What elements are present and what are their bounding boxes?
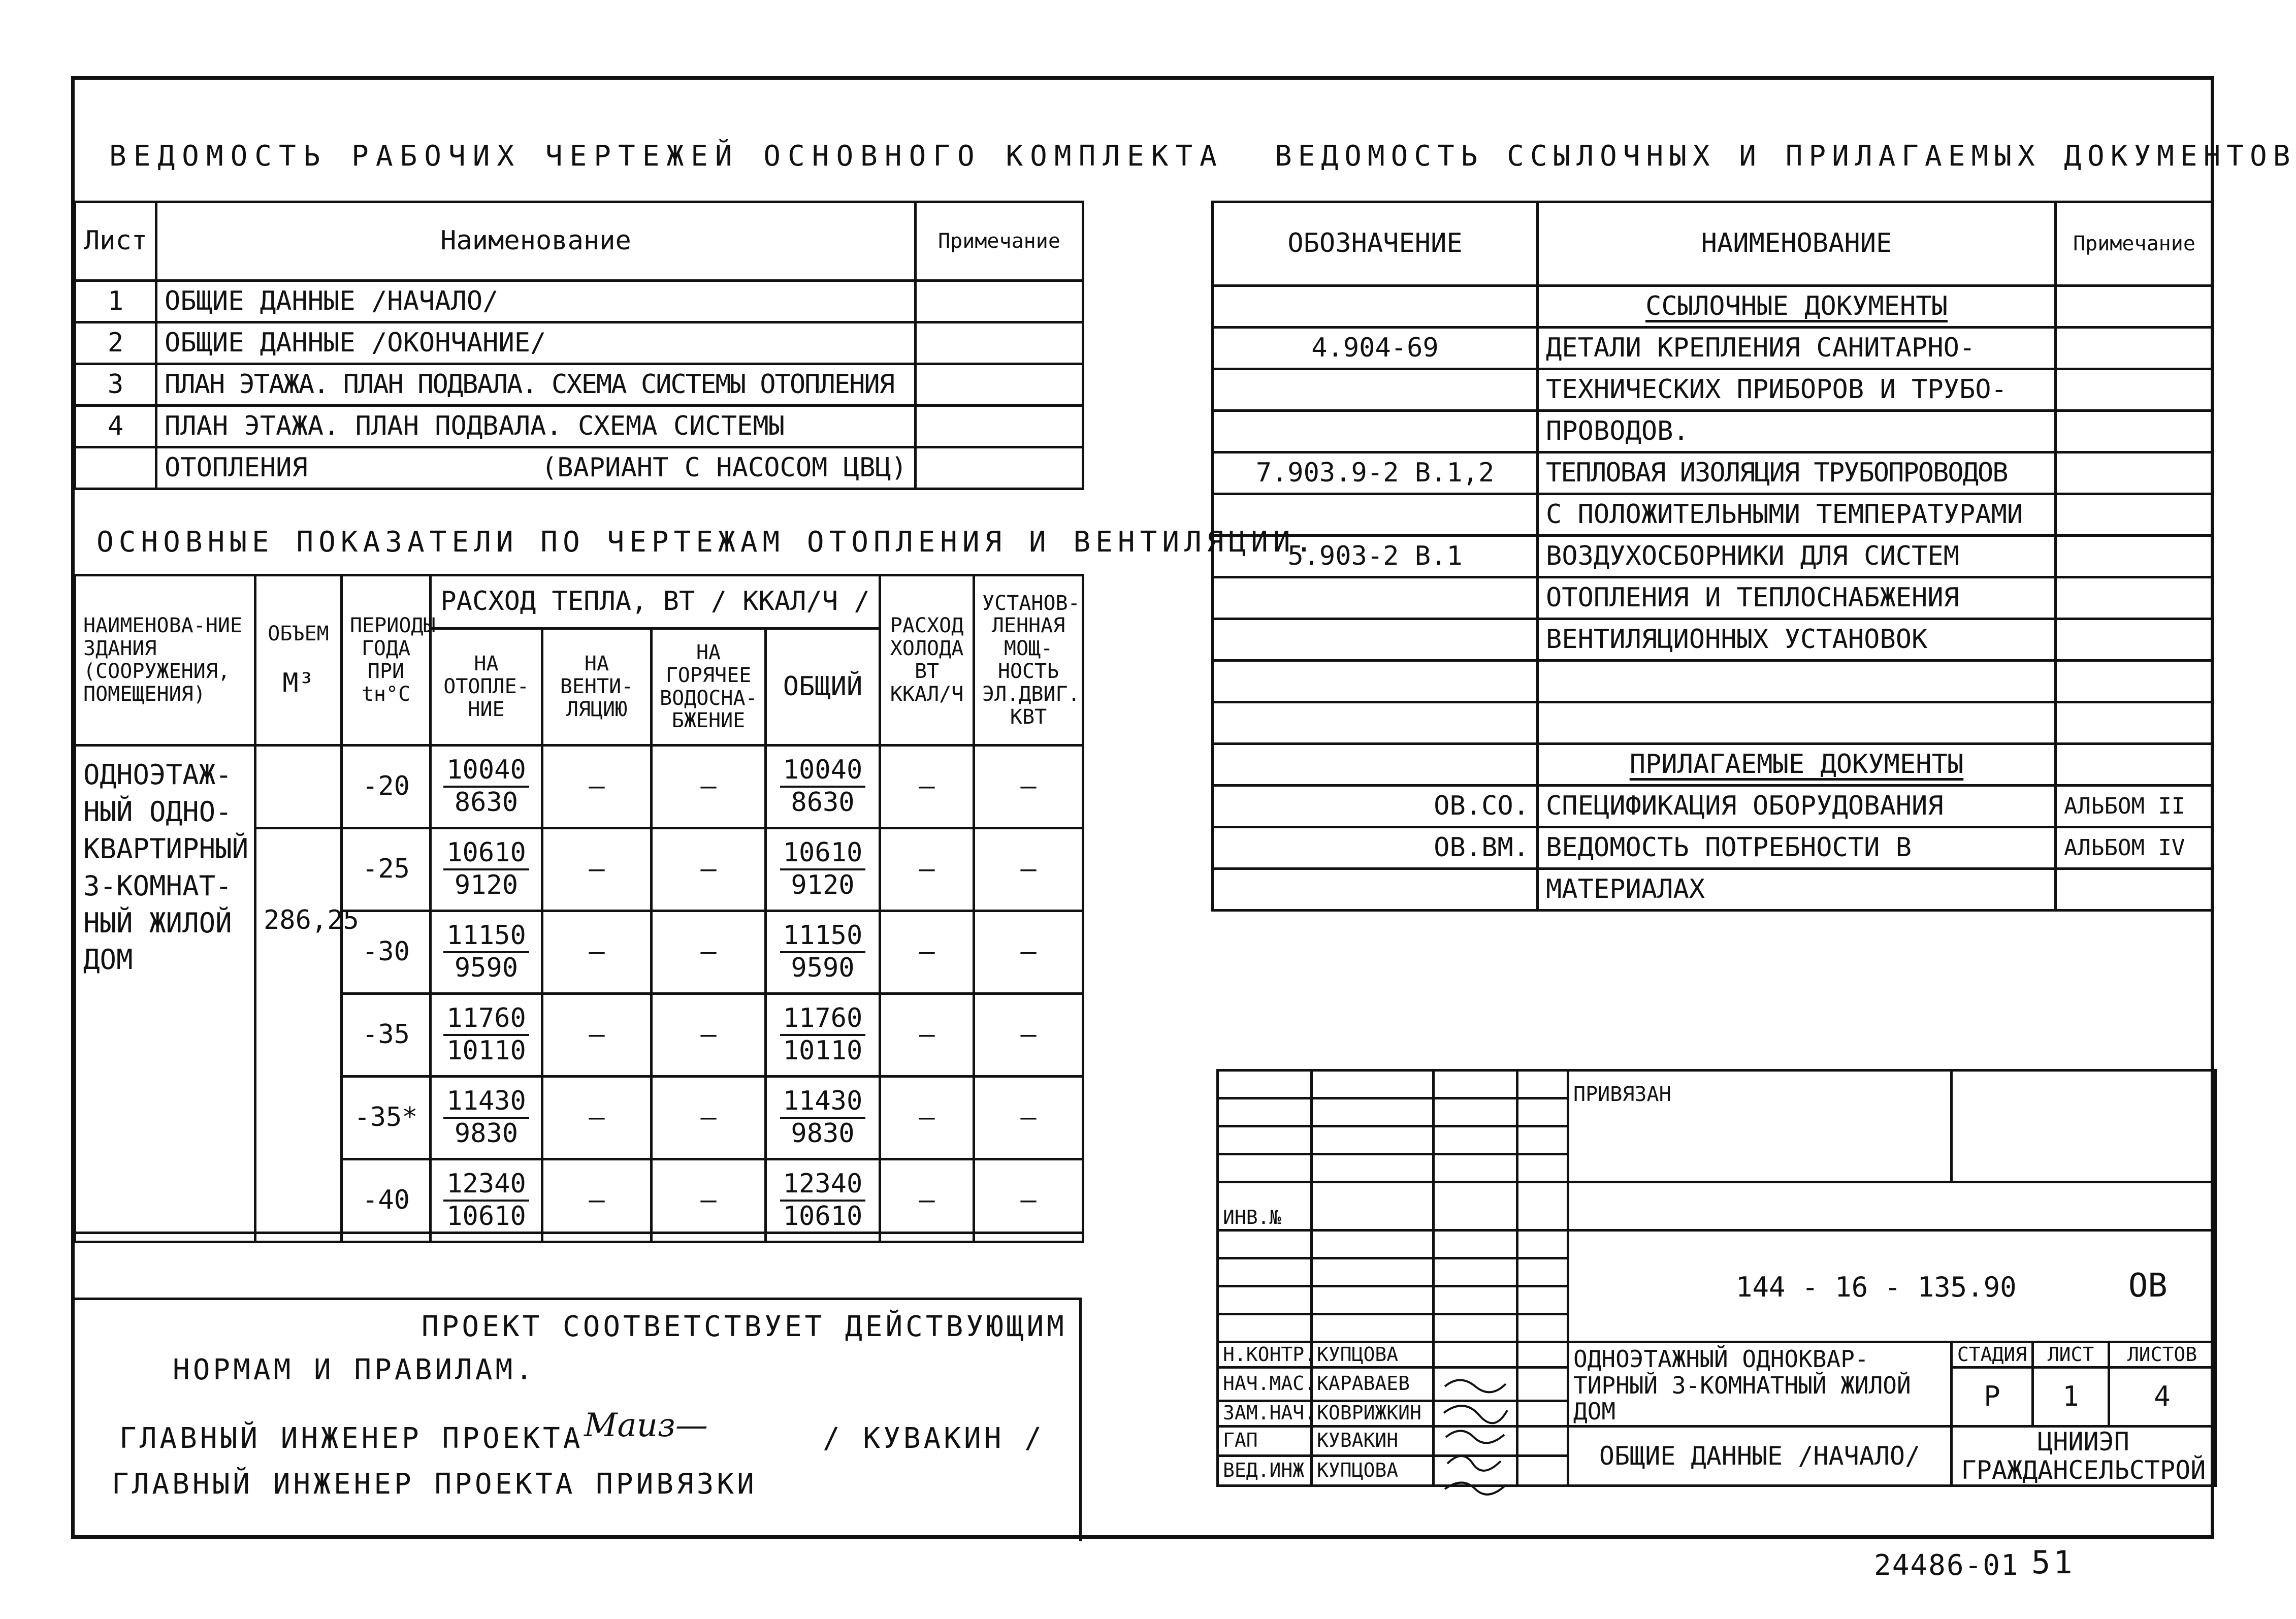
role-signature — [1434, 1342, 1517, 1368]
col-header-name: НАИМЕНОВАНИЕ — [1538, 202, 2056, 286]
total-w: 11760 — [780, 1003, 866, 1036]
ref-note — [2056, 328, 2213, 369]
total-value — [766, 828, 880, 911]
header-ventilation: НА ВЕНТИ-ЛЯЦИЮ — [542, 629, 652, 746]
separator-line — [71, 1298, 1082, 1300]
header-hot-water: НА ГОРЯЧЕЕ ВОДОСНА-БЖЕНИЕ — [652, 629, 766, 746]
sheets-table-title: ВЕДОМОСТЬ РАБОЧИХ ЧЕРТЕЖЕЙ ОСНОВНОГО КОМПЛЕКТА — [109, 140, 1224, 173]
att-note — [2056, 744, 2213, 786]
ref-code — [1213, 494, 1538, 536]
period-value: -35 — [342, 994, 431, 1077]
cold-value: — — [880, 828, 974, 911]
heating-w: 10610 — [443, 838, 529, 870]
separator-line — [71, 1232, 1082, 1234]
heating-value — [431, 828, 542, 911]
total-kcal: 8630 — [791, 787, 855, 818]
sheet-name: ОБЩИЕ ДАННЫЕ /ОКОНЧАНИЕ/ — [156, 322, 916, 364]
role-name: КУВАКИН — [1312, 1426, 1434, 1456]
heating-w: 10040 — [443, 755, 529, 788]
total-kcal: 10610 — [783, 1201, 863, 1232]
header-total: ОБЩИЙ — [766, 629, 880, 746]
cold-value: — — [880, 994, 974, 1077]
att-name: СПЕЦИФИКАЦИЯ ОБОРУДОВАНИЯ — [1538, 786, 2056, 827]
heating-w: 11760 — [443, 1003, 529, 1036]
bound-value — [1952, 1071, 2216, 1182]
sheet-name: ПЛАН ЭТАЖА. ПЛАН ПОДВАЛА. СХЕМА СИСТЕМЫ — [156, 406, 916, 447]
role-name: КАРАВАЕВ — [1312, 1368, 1434, 1401]
sheet-number — [75, 447, 156, 489]
sheet-value: 1 — [2033, 1368, 2109, 1427]
att-code: ОВ.СО. — [1213, 786, 1538, 827]
compliance-line-1: ПРОЕКТ СООТВЕТСТВУЕТ ДЕЙСТВУЮЩИМ — [422, 1310, 1067, 1343]
role-name: КОВРИЖКИН — [1312, 1401, 1434, 1426]
ref-note — [2056, 369, 2213, 411]
col-header-code: ОБОЗНАЧЕНИЕ — [1213, 202, 1538, 286]
chief-engineer-label: ГЛАВНЫЙ ИНЖЕНЕР ПРОЕКТА — [119, 1422, 584, 1455]
sheet-title: ОБЩИЕ ДАННЫЕ /НАЧАЛО/ — [1568, 1426, 1952, 1485]
stage-label: СТАДИЯ — [1952, 1342, 2033, 1368]
ventilation-value: — — [542, 1077, 652, 1159]
sheet-note — [916, 364, 1083, 406]
doc-code-cell — [1568, 1231, 2216, 1342]
role-name: КУПЦОВА — [1312, 1456, 1434, 1486]
ref-name: ДЕТАЛИ КРЕПЛЕНИЯ САНИТАРНО- — [1538, 328, 2056, 369]
total-w: 10610 — [780, 838, 866, 870]
hot-water-value: — — [652, 828, 766, 911]
header-period: ПЕРИОДЫ ГОДА ПРИ tн°С — [342, 575, 431, 746]
ref-note — [2056, 536, 2213, 577]
power-value: — — [974, 746, 1083, 828]
col-header-note: Примечание — [916, 202, 1083, 281]
ref-note — [2056, 619, 2213, 661]
heating-value — [431, 1077, 542, 1159]
total-value — [766, 1159, 880, 1242]
sheet-note — [916, 281, 1083, 322]
hot-water-value: — — [652, 911, 766, 994]
sheet-label: ЛИСТ — [2033, 1342, 2109, 1368]
header-cold-consumption: РАСХОД ХОЛОДА ВТ ККАЛ/Ч — [880, 575, 974, 746]
ventilation-value: — — [542, 828, 652, 911]
total-value — [766, 746, 880, 828]
total-w: 11150 — [780, 921, 866, 953]
header-installed-power: УСТАНОВ-ЛЕННАЯ МОЩ-НОСТЬ ЭЛ.ДВИГ. КВТ — [974, 575, 1083, 746]
building-name: ОДНОЭТАЖ-НЫЙ ОДНО-КВАРТИРНЫЙ 3-КОМНАТ-НЫЙ ЖИЛОЙ ДОМ — [75, 746, 255, 1242]
ventilation-value: — — [542, 994, 652, 1077]
ref-name: ВЕНТИЛЯЦИОННЫХ УСТАНОВОК — [1538, 619, 2056, 661]
total-w: 11430 — [780, 1086, 866, 1119]
ref-code — [1213, 661, 1538, 702]
ref-code: 4.904-69 — [1213, 328, 1538, 369]
header-building: НАИМЕНОВА-НИЕ ЗДАНИЯ (СООРУЖЕНИЯ, ПОМЕЩЕНИЯ) — [75, 575, 255, 746]
power-value: — — [974, 828, 1083, 911]
ref-code — [1213, 702, 1538, 744]
ventilation-value: — — [542, 1159, 652, 1242]
att-note: АЛЬБОМ II — [2056, 786, 2213, 827]
role-label: ЗАМ.НАЧ. — [1218, 1401, 1312, 1426]
sheet-name — [156, 447, 916, 489]
total-w: 10040 — [780, 755, 866, 788]
signature-scribbles — [1440, 1371, 1511, 1503]
ref-note — [2056, 286, 2213, 328]
ref-note — [2056, 661, 2213, 702]
sheets-value: 4 — [2109, 1368, 2216, 1427]
archive-number: 24486-01 — [1874, 1549, 2019, 1582]
heating-kcal: 9590 — [454, 953, 519, 983]
att-code: ОВ.ВМ. — [1213, 827, 1538, 869]
sheet-name-main: ОТОПЛЕНИЯ — [165, 452, 308, 483]
att-code — [1213, 869, 1538, 911]
stage-value: Р — [1952, 1368, 2033, 1427]
header-heat-consumption: РАСХОД ТЕПЛА, ВТ / ККАЛ/Ч / — [431, 575, 880, 629]
total-kcal: 9830 — [791, 1118, 855, 1149]
separator-line — [1079, 1298, 1082, 1541]
sheet-name: ОБЩИЕ ДАННЫЕ /НАЧАЛО/ — [156, 281, 916, 322]
sheet-number: 1 — [75, 281, 156, 322]
heating-w: 12340 — [443, 1169, 529, 1202]
heating-kcal: 10110 — [446, 1035, 526, 1066]
cold-value: — — [880, 1159, 974, 1242]
heating-value — [431, 994, 542, 1077]
heating-kcal: 9120 — [454, 870, 519, 900]
role-label: Н.КОНТР. — [1218, 1342, 1312, 1368]
role-label: ГАП — [1218, 1426, 1312, 1456]
ref-code — [1213, 619, 1538, 661]
total-kcal: 9120 — [791, 870, 855, 900]
cold-value: — — [880, 746, 974, 828]
ref-name: С ПОЛОЖИТЕЛЬНЫМИ ТЕМПЕРАТУРАМИ — [1538, 494, 2056, 536]
sheet-number: 2 — [75, 322, 156, 364]
power-value: — — [974, 911, 1083, 994]
total-value — [766, 1077, 880, 1159]
att-name: ВЕДОМОСТЬ ПОТРЕБНОСТИ В — [1538, 827, 2056, 869]
ref-name: ПРОВОДОВ. — [1538, 411, 2056, 452]
att-code — [1213, 744, 1538, 786]
volume-value: 286,25 — [255, 828, 342, 1242]
organization: ЦНИИЭП ГРАЖДАНСЕЛЬСТРОЙ — [1952, 1426, 2216, 1485]
page-number: 51 — [2031, 1544, 2076, 1581]
heating-value — [431, 1159, 542, 1242]
refs-table-title: ВЕДОМОСТЬ ССЫЛОЧНЫХ И ПРИЛАГАЕМЫХ ДОКУМЕНТОВ — [1275, 140, 2296, 173]
att-note — [2056, 869, 2213, 911]
refs-table — [1211, 201, 2214, 912]
ref-code: 5.903-2 В.1 — [1213, 536, 1538, 577]
ref-name: ОТОПЛЕНИЯ И ТЕПЛОСНАБЖЕНИЯ — [1538, 577, 2056, 619]
sheets-table — [74, 201, 1084, 490]
volume-empty — [255, 746, 342, 828]
period-value: -40 — [342, 1159, 431, 1242]
bound-label: ПРИВЯЗАН — [1568, 1071, 1952, 1182]
ref-section-label: ССЫЛОЧНЫЕ ДОКУМЕНТЫ — [1645, 290, 1948, 321]
header-volume-label: ОБЪЕМ — [268, 622, 329, 646]
compliance-line-2: НОРМАМ И ПРАВИЛАМ. — [173, 1353, 536, 1386]
ref-name: ТЕХНИЧЕСКИХ ПРИБОРОВ И ТРУБО- — [1538, 369, 2056, 411]
ref-name: ТЕПЛОВАЯ ИЗОЛЯЦИЯ ТРУБОПРОВОДОВ — [1538, 452, 2056, 494]
hot-water-value: — — [652, 1077, 766, 1159]
total-kcal: 10110 — [783, 1035, 863, 1066]
role-name: КУПЦОВА — [1312, 1342, 1434, 1368]
cold-value: — — [880, 1077, 974, 1159]
total-value — [766, 994, 880, 1077]
col-header-name: Наименование — [156, 202, 916, 281]
ventilation-value: — — [542, 746, 652, 828]
att-section-label: ПРИЛАГАЕМЫЕ ДОКУМЕНТЫ — [1629, 749, 1964, 780]
period-value: -20 — [342, 746, 431, 828]
ref-code — [1213, 286, 1538, 328]
ref-code — [1213, 411, 1538, 452]
att-note: АЛЬБОМ IV — [2056, 827, 2213, 869]
heating-kcal: 8630 — [454, 787, 519, 818]
header-volume — [255, 575, 342, 746]
heating-w: 11150 — [443, 921, 529, 953]
ref-name: ВОЗДУХОСБОРНИКИ ДЛЯ СИСТЕМ — [1538, 536, 2056, 577]
header-heating: НА ОТОПЛЕ-НИЕ — [431, 629, 542, 746]
sheet-note — [916, 322, 1083, 364]
period-value: -35* — [342, 1077, 431, 1159]
hot-water-value: — — [652, 994, 766, 1077]
hot-water-value: — — [652, 1159, 766, 1242]
total-kcal: 9590 — [791, 953, 855, 983]
hot-water-value: — — [652, 746, 766, 828]
col-header-sheet: Лист — [75, 202, 156, 281]
ref-code — [1213, 577, 1538, 619]
ref-note — [2056, 494, 2213, 536]
indicators-title: ОСНОВНЫЕ ПОКАЗАТЕЛИ ПО ЧЕРТЕЖАМ ОТОПЛЕНИЯ И ВЕНТИЛЯЦИИ. — [96, 526, 1318, 559]
chief-engineer-name: / КУВАКИН / — [823, 1422, 1045, 1455]
ref-note — [2056, 411, 2213, 452]
sheets-label: ЛИСТОВ — [2109, 1342, 2216, 1368]
doc-code: 144 - 16 - 135.90 — [1736, 1271, 2017, 1303]
col-header-note: Примечание — [2056, 202, 2213, 286]
binding-engineer-label: ГЛАВНЫЙ ИНЖЕНЕР ПРОЕКТА ПРИВЯЗКИ — [112, 1468, 757, 1501]
section-code: ОВ — [2128, 1267, 2168, 1305]
sheet-note — [916, 406, 1083, 447]
sheet-note — [916, 447, 1083, 489]
role-label: ВЕД.ИНЖ — [1218, 1456, 1312, 1486]
power-value: — — [974, 1159, 1083, 1242]
heating-value — [431, 746, 542, 828]
period-value: -30 — [342, 911, 431, 994]
period-value: -25 — [342, 828, 431, 911]
header-volume-unit: М³ — [282, 667, 314, 698]
sheet-number: 4 — [75, 406, 156, 447]
ref-code — [1213, 369, 1538, 411]
role-label: НАЧ.МАС. — [1218, 1368, 1312, 1401]
ref-section-title — [1538, 286, 2056, 328]
sheet-name-variant: (ВАРИАНТ С НАСОСОМ ЦВЦ) — [541, 452, 907, 483]
title-block — [1216, 1069, 2217, 1487]
heating-kcal: 9830 — [454, 1118, 519, 1149]
heating-w: 11430 — [443, 1086, 529, 1119]
sheet-name: ПЛАН ЭТАЖА. ПЛАН ПОДВАЛА. СХЕМА СИСТЕМЫ ОТОПЛЕНИЯ — [156, 364, 916, 406]
power-value: — — [974, 994, 1083, 1077]
ref-name — [1538, 661, 2056, 702]
cold-value: — — [880, 911, 974, 994]
heating-kcal: 10610 — [446, 1201, 526, 1232]
sheet-number: 3 — [75, 364, 156, 406]
ventilation-value: — — [542, 911, 652, 994]
total-w: 12340 — [780, 1169, 866, 1202]
power-value: — — [974, 1077, 1083, 1159]
object-name: ОДНОЭТАЖНЫЙ ОДНОКВАР-ТИРНЫЙ 3-КОМНАТНЫЙ ЖИЛОЙ ДОМ — [1568, 1342, 1952, 1427]
att-section-title — [1538, 744, 2056, 786]
ref-note — [2056, 577, 2213, 619]
ref-name — [1538, 702, 2056, 744]
ref-code: 7.903.9-2 В.1,2 — [1213, 452, 1538, 494]
att-name: МАТЕРИАЛАХ — [1538, 869, 2056, 911]
chief-engineer-signature: Маиз— — [584, 1407, 708, 1444]
ref-note — [2056, 702, 2213, 744]
inv-label: ИНВ.№ — [1218, 1182, 1312, 1231]
ref-note — [2056, 452, 2213, 494]
indicators-table — [74, 574, 1084, 1243]
total-value — [766, 911, 880, 994]
heating-value — [431, 911, 542, 994]
